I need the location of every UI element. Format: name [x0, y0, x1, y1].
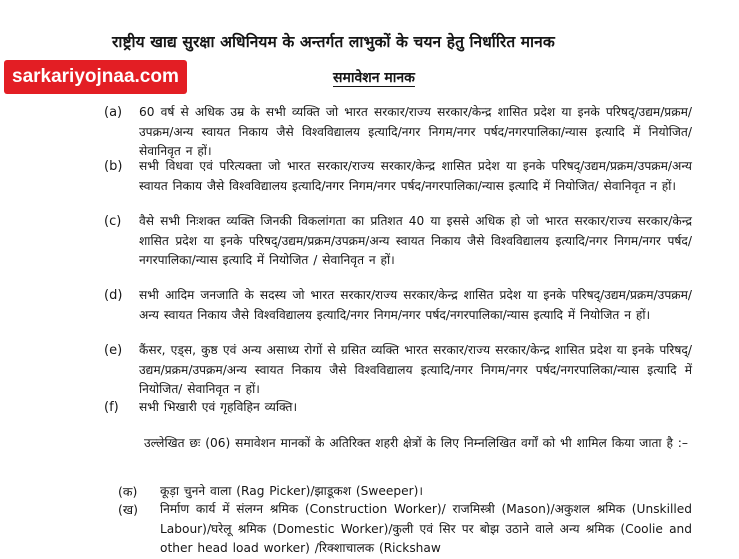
sub-item-marker: (क) — [118, 484, 138, 499]
item-text: कैंसर, एड्स, कुष्ठ एवं अन्य असाध्य रोगों से ग्रसित व्यक्ति भारत सरकार/राज्य सरकार/केन्द्र शासित प्रदेश या इनके परिषद्/उद्यम/प्रक्रम/उपक्रम/अन्य स्वायत निकाय जैसे विश्वविद्यालय इत्यादि/नगर निगम/नगर पर्षद/नगरपालिका/न्यास इत्यादि में नियोजित/ सेवानिवृत न हों। — [139, 343, 692, 396]
item-text: सभी भिखारी एवं गृहविहिन व्यक्ति। — [139, 400, 298, 414]
item-marker: (d) — [104, 288, 123, 303]
document-title: राष्ट्रीय खाद्य सुरक्षा अधिनियम के अन्तर्गत लाभुकों के चयन हेतु निर्धारित मानक — [112, 33, 555, 51]
item-marker: (c) — [104, 214, 122, 229]
body-paragraph: उल्लेखित छः (06) समावेशन मानकों के अतिरिक्त शहरी क्षेत्रों के लिए निम्नलिखित वर्गों को भी शामिल किया जाता है :– — [144, 436, 689, 450]
sub-item-text: निर्माण कार्य में संलग्न श्रमिक (Construction Worker)/ राजमिस्त्री (Mason)/अकुशल श्रमिक (Unskilled Labour)/घरेलू श्रमिक (Domestic Worker)/कुली एवं सिर पर बोझ उठाने वाले अन्य श्रमिक (Coolie and other head load worker) /रिक्शाचालक (Rickshaw — [160, 502, 692, 555]
item-marker: (f) — [104, 400, 119, 415]
sub-item-marker: (ख) — [118, 502, 138, 517]
item-text: 60 वर्ष से अधिक उम्र के सभी व्यक्ति जो भारत सरकार/राज्य सरकार/केन्द्र शासित प्रदेश या इनके परिषद्/उद्यम/प्रक्रम/उपक्रम/अन्य स्वायत निकाय जैसे विश्वविद्यालय इत्यादि/नगर निगम/नगर पर्षद/नगरपालिका/न्यास इत्यादि में नियोजित/सेवानिवृत न हों। — [139, 105, 692, 158]
sub-item-text: कूड़ा चुनने वाला (Rag Picker)/झाडूकश (Sweeper)। — [160, 484, 423, 498]
section-heading: समावेशन मानक — [333, 70, 415, 86]
item-marker: (e) — [104, 343, 123, 358]
item-marker: (b) — [104, 159, 123, 174]
item-text: सभी विधवा एवं परित्यक्ता जो भारत सरकार/राज्य सरकार/केन्द्र शासित प्रदेश या इनके परिषद्/उद्यम/प्रक्रम/उपक्रम/अन्य स्वायत निकाय जैसे विश्वविद्यालय इत्यादि/नगर निगम/नगर पर्षद/नगरपालिका/न्यास इत्यादि में नियोजित/ सेवानिवृत न हों। — [139, 159, 692, 193]
item-marker: (a) — [104, 105, 123, 120]
item-text: सभी आदिम जनजाति के सदस्य जो भारत सरकार/राज्य सरकार/केन्द्र शासित प्रदेश या इनके परिषद्/उद्यम/प्रक्रम/उपक्रम/अन्य स्वायत निकाय जैसे विश्वविद्यालय इत्यादि/नगर निगम/नगर पर्षद/नगरपालिका/न्यास इत्यादि में नियोजित न हों। — [139, 288, 692, 322]
item-text: वैसे सभी निःशक्त व्यक्ति जिनकी विकलांगता का प्रतिशत 40 या इससे अधिक हो जो भारत सरकार/राज्य सरकार/केन्द्र शासित प्रदेश या इनके परिषद्/उद्यम/प्रक्रम/उपक्रम/अन्य स्वायत निकाय जैसे विश्वविद्यालय इत्यादि/नगर निगम/नगर पर्षद/नगरपालिका/न्यास इत्यादि में नियोजित / सेवानिवृत न हों। — [139, 214, 692, 267]
watermark-logo: sarkariyojnaa.com — [4, 60, 187, 94]
